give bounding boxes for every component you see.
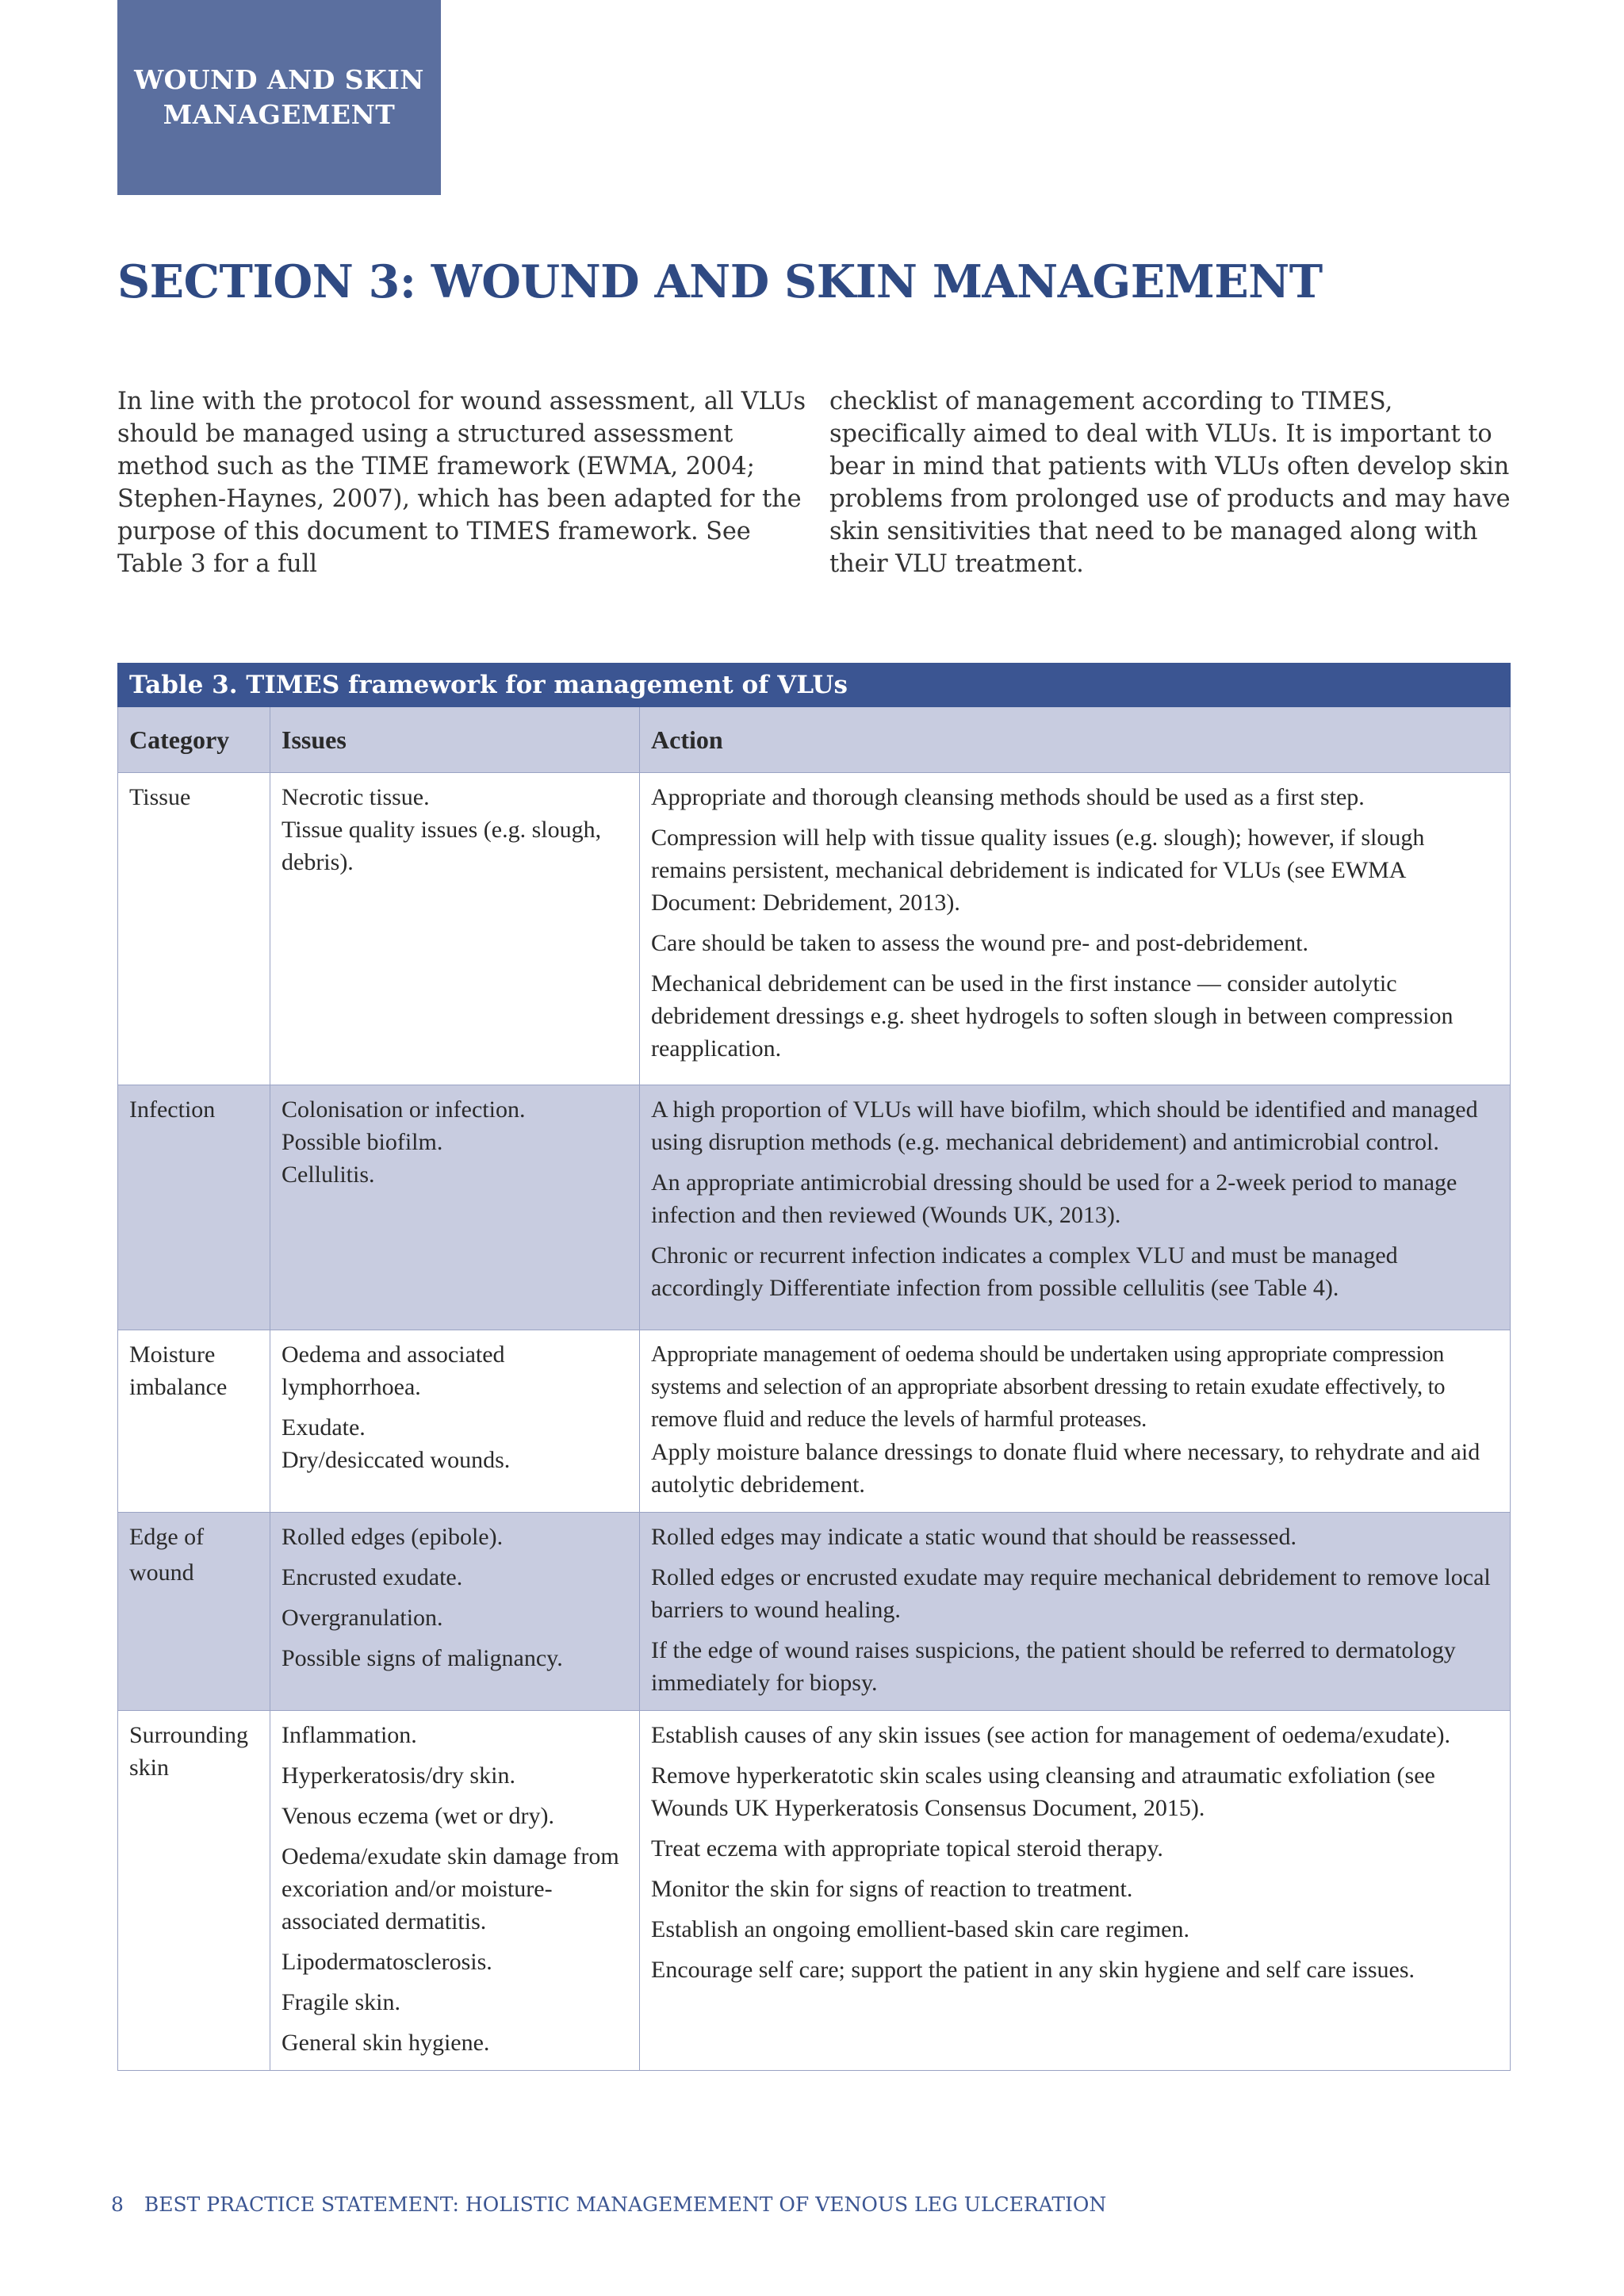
category-text: Infection xyxy=(129,1096,216,1123)
action-item: Treat eczema with appropriate topical steroid therapy. xyxy=(651,1835,1163,1862)
action-item: Encourage self care; support the patient in any skin hygiene and self care issues. xyxy=(651,1957,1415,1983)
cell-category xyxy=(118,1513,270,1711)
category-text: Surrounding xyxy=(129,1722,248,1748)
issue-item: Encrusted exudate. xyxy=(282,1564,463,1590)
action-item: Rolled edges may indicate a static wound that should be reassessed. xyxy=(651,1524,1297,1550)
action-item: A high proportion of VLUs will have biofilm, which should be identified and managed using disruption methods (e.g. mechanical debridement) and antimicrobial control. xyxy=(651,1096,1478,1155)
issue-item: Lipodermatosclerosis. xyxy=(282,1949,492,1975)
issue-item: Tissue quality issues (e.g. slough, debris). xyxy=(282,817,602,875)
issue-item: Possible biofilm. xyxy=(282,1129,443,1155)
action-item: Compression will help with tissue quality issues (e.g. slough); however, if slough remains persistent, mechanical debridement is indicated for VLUs (see EWMA Document: Debridement, 2013). xyxy=(651,825,1425,916)
category-text: Tissue xyxy=(129,784,191,810)
category-text: imbalance xyxy=(129,1374,228,1400)
footer-title: BEST PRACTICE STATEMENT: HOLISTIC MANAGEMEMENT OF VENOUS LEG ULCERATION xyxy=(144,2193,1107,2216)
cell-action xyxy=(640,1330,1511,1513)
times-framework-table xyxy=(117,663,1511,2071)
issue-item: Overgranulation. xyxy=(282,1605,443,1631)
category-text: Moisture xyxy=(129,1341,216,1368)
cell-category xyxy=(118,1085,270,1330)
section-tab-line-1: WOUND AND SKIN xyxy=(134,64,424,95)
table-header-row xyxy=(118,707,1511,773)
table-row-infection xyxy=(118,1085,1511,1330)
issue-item: Hyperkeratosis/dry skin. xyxy=(282,1762,515,1789)
issue-item: Exudate. xyxy=(282,1414,366,1441)
intro-paragraph-left: In line with the protocol for wound assessment, all VLUs should be managed using a structured assessment method such as the TIME framework (EWMA, 2004; Stephen-Haynes, 2007), which has been adapted for the purpose of this document to TIMES framework. See Table 3 for a full xyxy=(117,388,806,578)
action-item: Establish causes of any skin issues (see action for management of oedema/exudate). xyxy=(651,1722,1451,1748)
action-item: Appropriate and thorough cleansing methods should be used as a first step. xyxy=(651,784,1365,810)
issue-item: General skin hygiene. xyxy=(282,2030,490,2056)
cell-category xyxy=(118,773,270,1085)
action-item: Apply moisture balance dressings to donate fluid where necessary, to rehydrate and aid autolytic debridement. xyxy=(651,1439,1480,1498)
cell-action xyxy=(640,1085,1511,1330)
cell-category xyxy=(118,1330,270,1513)
cell-issues xyxy=(270,1330,640,1513)
issue-item: Fragile skin. xyxy=(282,1989,400,2015)
table-row-moisture-imbalance xyxy=(118,1330,1511,1513)
action-item: Mechanical debridement can be used in the first instance — consider autolytic debridement dressings e.g. sheet hydrogels to soften slough in between compression reapplication. xyxy=(651,970,1454,1062)
issue-item: Colonisation or infection. xyxy=(282,1096,526,1123)
page-footer xyxy=(111,2193,1106,2216)
cell-issues xyxy=(270,773,640,1085)
table-row-surrounding-skin xyxy=(118,1711,1511,2071)
action-item: If the edge of wound raises suspicions, the patient should be referred to dermatology immediately for biopsy. xyxy=(651,1637,1456,1696)
page-title: SECTION 3: WOUND AND SKIN MANAGEMENT xyxy=(117,255,1323,308)
issue-item: Oedema/exudate skin damage from excoriation and/or moisture-associated dermatitis. xyxy=(282,1843,619,1934)
issue-item: Necrotic tissue. xyxy=(282,784,430,810)
header-issues: Issues xyxy=(270,707,640,773)
cell-issues xyxy=(270,1085,640,1330)
intro-paragraph-right: checklist of management according to TIMES, specifically aimed to deal with VLUs. It is important to bear in mind that patients with VLUs often develop skin problems from prolonged use of products and may have skin sensitivities that need to be managed along with their VLU treatment. xyxy=(829,388,1511,578)
header-action: Action xyxy=(640,707,1511,773)
table-row-tissue xyxy=(118,773,1511,1085)
action-item: Remove hyperkeratotic skin scales using cleansing and atraumatic exfoliation (see Wounds UK Hyperkeratosis Consensus Document, 2015). xyxy=(651,1762,1435,1821)
section-tab-line-2: MANAGEMENT xyxy=(163,99,396,130)
issue-item: Rolled edges (epibole). xyxy=(282,1524,504,1550)
action-item: Care should be taken to assess the wound pre- and post-debridement. xyxy=(651,930,1308,956)
issue-item: Dry/desiccated wounds. xyxy=(282,1447,511,1473)
category-text: wound xyxy=(129,1559,194,1586)
issue-item: Cellulitis. xyxy=(282,1161,375,1188)
cell-issues xyxy=(270,1711,640,2071)
header-category: Category xyxy=(118,707,270,773)
cell-action xyxy=(640,1513,1511,1711)
table-caption: Table 3. TIMES framework for management of VLUs xyxy=(118,664,1511,707)
page-number: 8 xyxy=(111,2193,124,2216)
action-item: Rolled edges or encrusted exudate may require mechanical debridement to remove local barriers to wound healing. xyxy=(651,1564,1491,1623)
category-text: Edge of xyxy=(129,1524,205,1550)
action-item: Chronic or recurrent infection indicates a complex VLU and must be managed accordingly Differentiate infection from possible cellulitis (see Table 4). xyxy=(651,1242,1398,1301)
issue-item: Possible signs of malignancy. xyxy=(282,1645,563,1671)
action-item: Establish an ongoing emollient-based skin care regimen. xyxy=(651,1916,1189,1942)
section-tab xyxy=(117,0,441,195)
cell-action xyxy=(640,773,1511,1085)
table-caption-row xyxy=(118,664,1511,707)
action-item: Appropriate management of oedema should be undertaken using appropriate compression systems and selection of an appropriate absorbent dressing to retain exudate effectively, to remove fluid and reduce the levels of harmful proteases. xyxy=(651,1342,1446,1432)
category-text: skin xyxy=(129,1755,170,1781)
cell-issues xyxy=(270,1513,640,1711)
cell-action xyxy=(640,1711,1511,2071)
issue-item: Inflammation. xyxy=(282,1722,417,1748)
table-row-edge-of-wound xyxy=(118,1513,1511,1711)
issue-item: Venous eczema (wet or dry). xyxy=(282,1803,555,1829)
action-item: An appropriate antimicrobial dressing should be used for a 2-week period to manage infection and then reviewed (Wounds UK, 2013). xyxy=(651,1169,1457,1228)
issue-item: Oedema and associated lymphorrhoea. xyxy=(282,1341,505,1400)
action-item: Monitor the skin for signs of reaction to treatment. xyxy=(651,1876,1133,1902)
cell-category xyxy=(118,1711,270,2071)
